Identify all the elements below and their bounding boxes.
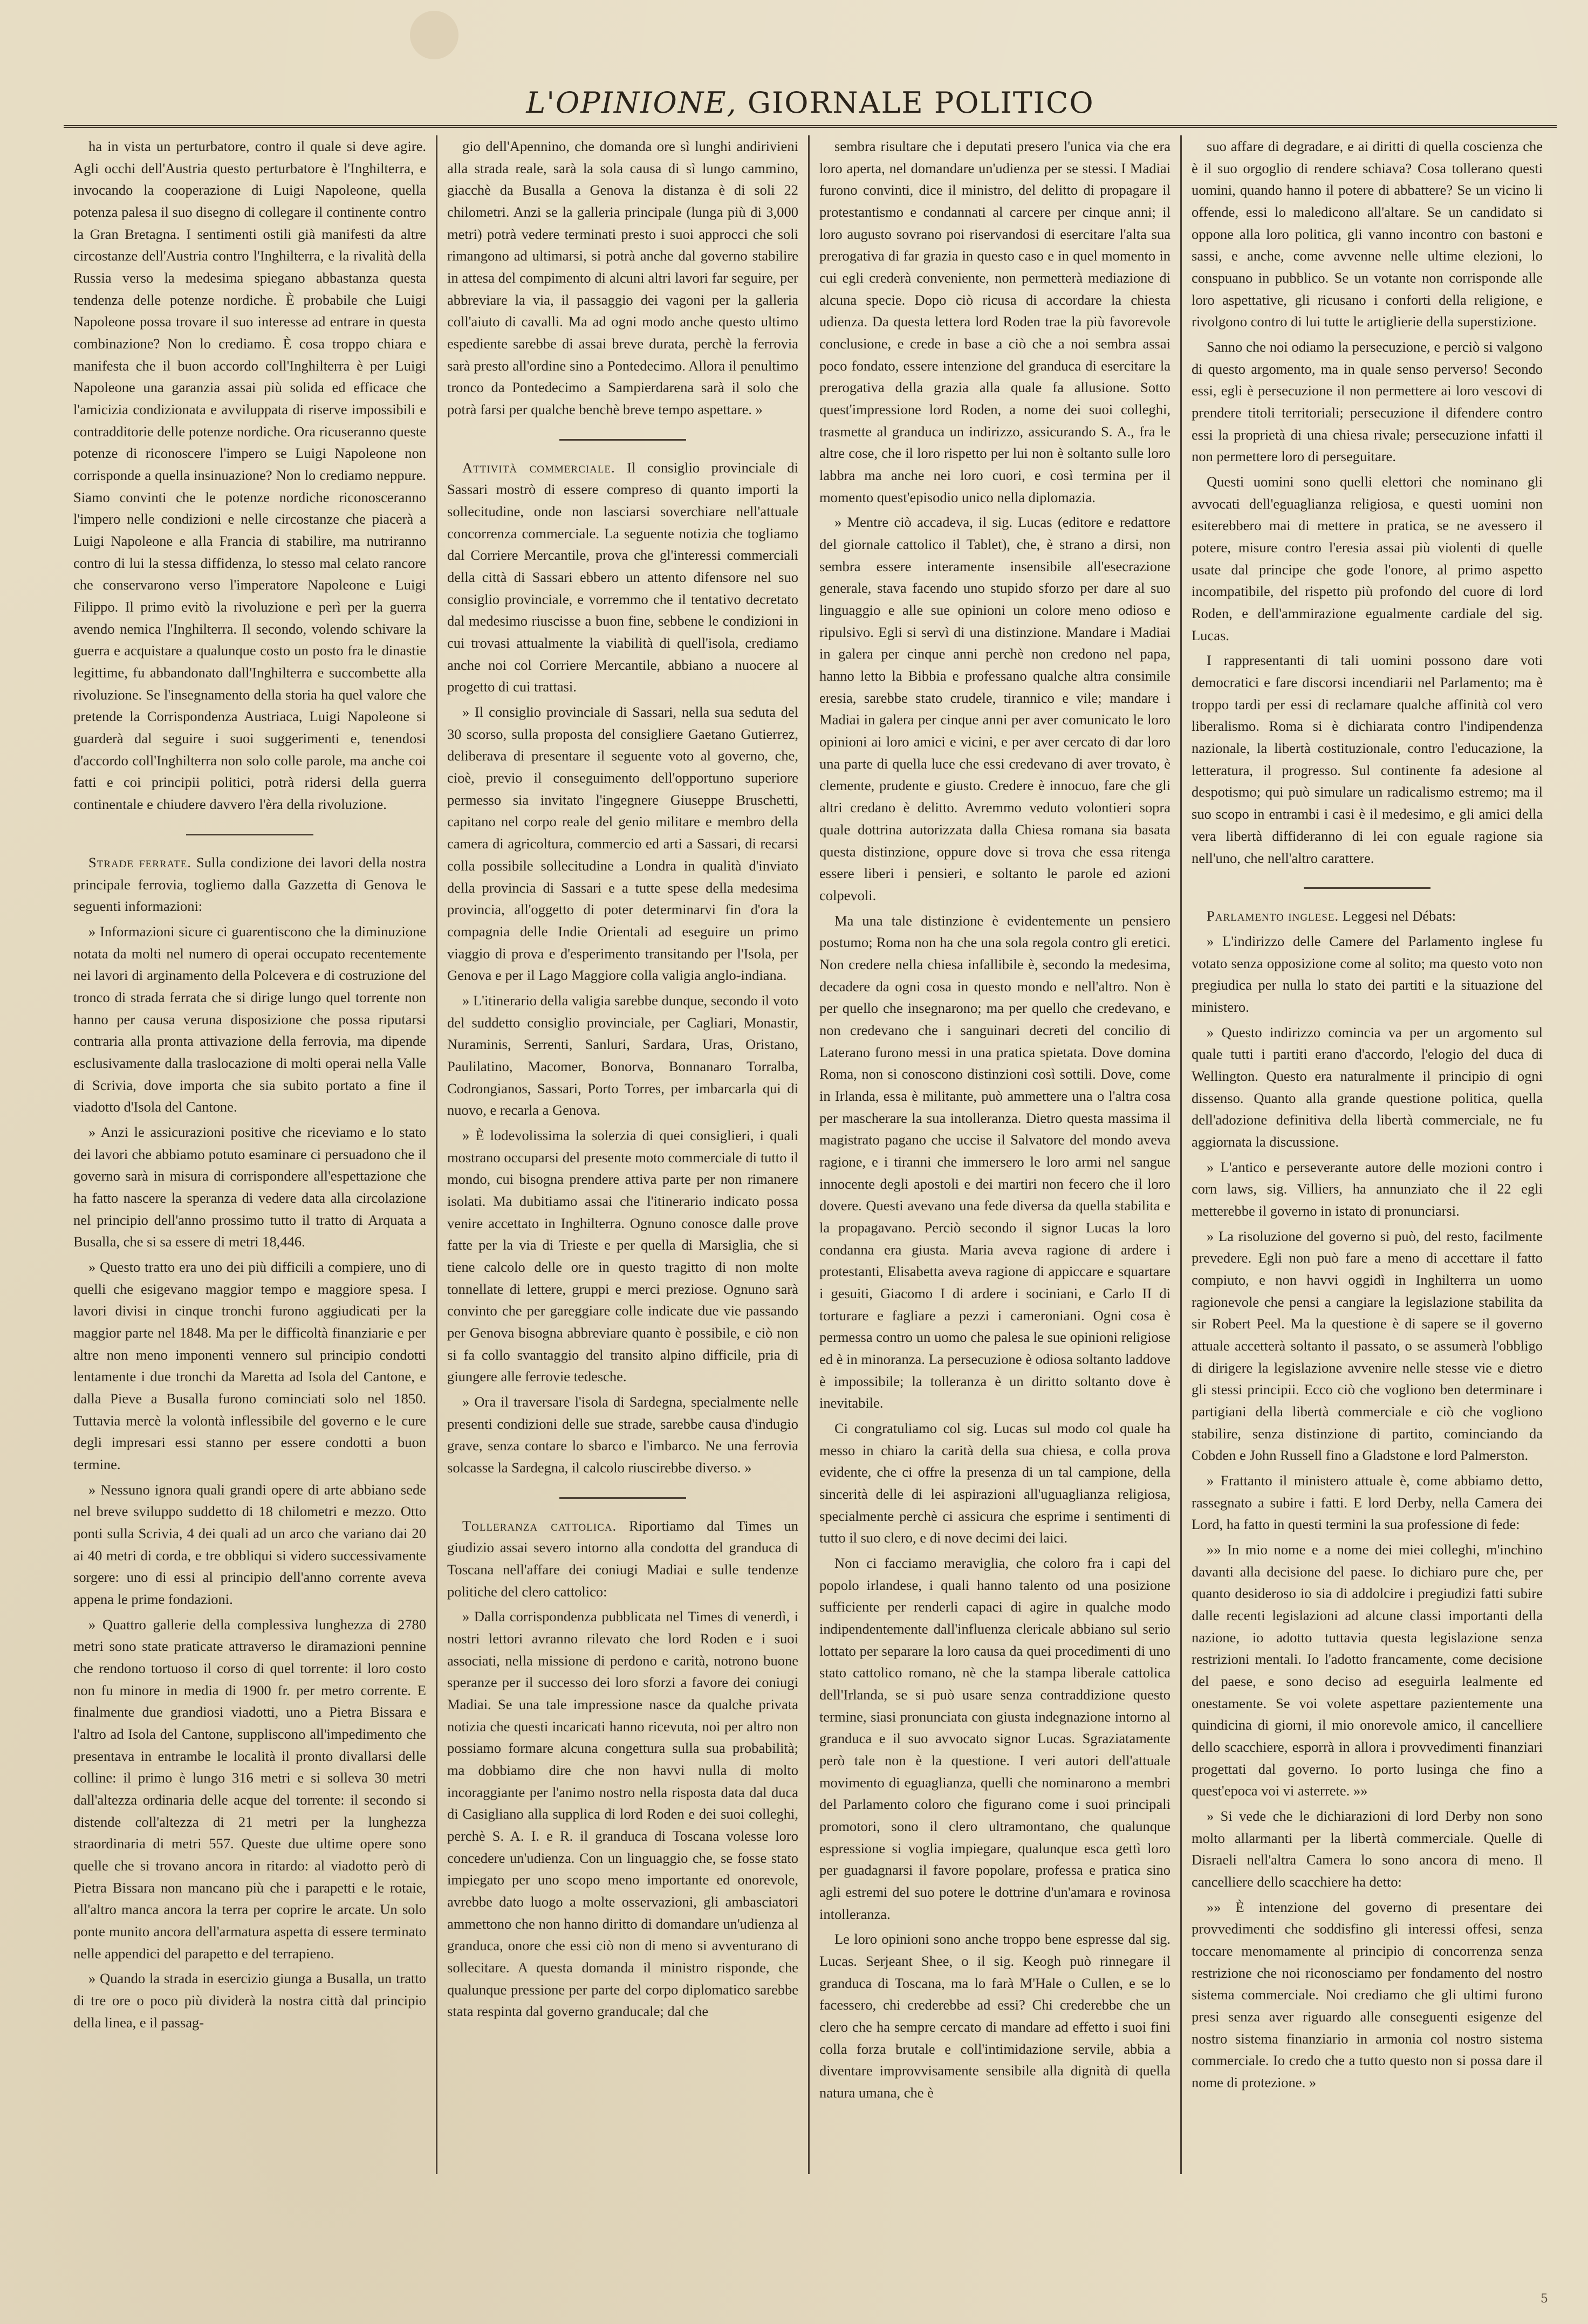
article-paragraph: suo affare di degradare, e ai diritti di quella coscienza che è il suo orgoglio di rendere schiava? Cosa tollerano questi uomini, quando hanno il potere di abbattere? Se un vicino li offende, essi lo maledicono all'altare. Se un candidato si oppone alla loro politica, gli vanno incontro con bastoni e sassi, e anche, come avvenne nelle ultime elezioni, lo conspuano in pubblico. Se un votante non corrisponde alle loro aspettative, gli ricusano i conforti della religione, e rivolgono contro di lui tutte le artiglierie della superstizione. — [1192, 138, 1543, 330]
section-divider — [559, 1497, 686, 1499]
article-paragraph: Ma una tale distinzione è evidentemente un pensiero postumo; Roma non ha che una sola regola contro gli eretici. Non credere nella chiesa infallibile è, secondo la medesima, decadere da ogni cosa in questo mondo e nell'altro. Non è per quello che insegnarono; ma per quello che credevano, e non credevano che i sanguinari decreti del concilio di Laterano furono messi in una pratica spietata. Dove domina Roma, non si conoscono distinzioni così sottili. Dove, come in Irlanda, essa è militante, può ammettere una o l'altra cosa per mascherare la sua intolleranza. Dietro questa massima il magistrato pagano che uccise il Salvatore del mondo aveva ragione, e i tiranni che immersero le loro armi nel sangue innocente degli apostoli e dei martiri non fecero che il loro dovere. Questi avevano una fede diversa da quella stabilita e la propagavano. Perciò secondo il signor Lucas la loro condanna era giusta. Maria aveva ragione di ardere i protestanti, Elisabetta aveva ragione di appiccare e squartare i gesuiti, Giacomo I di ardere i sociniani, e Carlo II di torturare e fagliare a pezzi i cameroniani. Ogni cosa è permessa contro un uomo che palesa le sue opinioni religiose ed è in minoranza. La persecuzione è odiosa soltanto laddove è impossibile; la tolleranza è un diritto soltanto dove è inevitabile. — [819, 912, 1171, 1411]
column-2 — [436, 135, 808, 2174]
section-divider — [559, 439, 686, 441]
article-paragraph: Le loro opinioni sono anche troppo bene espresse dal sig. Lucas. Serjeant Shee, o il sig. Keogh può rinnegare il granduca di Toscana, ma lo farà M'Hale o Cullen, e se lo facessero, chi crederebbe ad essi? Chi crederebbe che un clero che ha sempre cercato di mandare ad effetto i suoi fini colla forza brutale e coll'intimidazione servile, abbia a diventare improvvisamente sensibile alla dignità di quella natura umana, che è — [819, 1931, 1171, 2101]
article-paragraph: »» In mio nome e a nome dei miei colleghi, m'inchino davanti alla decisione del paese. Io dichiaro pure che, per quanto desideroso io sia di addolcire i pregiudizi fatti subire dalle recenti legislazioni ad alcune classi importanti della nazione, io adotto tuttavia questa legislazione senza restrizioni mentali. Io l'adotto francamente, come decisione del paese, e sono deciso ad eseguirla lealmente ed onestamente. Se voi volete aspettare pazientemente una quindicina di giorni, il mio onorevole amico, il cancelliere dello scacchiere, esporrà in allora i provvedimenti finanziari progettati dal governo. Io porto lusinga che fino a quest'epoca voi vi asterrete. »» — [1192, 1541, 1543, 1799]
section-divider — [1304, 887, 1430, 889]
masthead-bar — [64, 70, 1557, 128]
article-paragraph: » L'antico e perseverante autore delle mozioni contro i corn laws, sig. Villiers, ha annunziato che il 22 egli metterebbe il governo in istato di pronunciarsi. — [1192, 1158, 1543, 1219]
article-paragraph: »» È intenzione del governo di presentare dei provvedimenti che soddisfino gli interessi offesi, senza toccare menomamente al principio di concorrenza senza restrizione che noi riconosciamo per fondamento del nostro sistema commerciale. Noi crediamo che gli ultimi furono presi senza aver riguardo alle conseguenti esigenze del nostro sistema finanziario in armonia col nostro sistema commerciale. Io credo che a tutto questo non si possa dare il nome di protezione. » — [1192, 1898, 1543, 2091]
article-text: Il consiglio provinciale di Sassari mostrò di essere compreso di quanto importi la sollecitudine, onde non lasciarsi soverchiare nell'attuale concorrenza commerciale. La seguente notizia che togliamo dal Corriere Mercantile, prova che gl'interessi commerciali della città di Sassari ebbero un attento difensore nel suo consiglio provinciale, e vorremmo che il tentativo decretato dal medesimo riuscisse a buon fine, sebbene le condizioni in cui trovasi attualmente la viabilità di quell'isola, crediamo anche noi col Corriere Mercantile, abbiano a nuocere al progetto di cui trattasi. — [447, 459, 798, 695]
section-divider — [186, 834, 313, 835]
article-paragraph — [73, 852, 426, 917]
article-paragraph: » Nessuno ignora quali grandi opere di arte abbiano sede nel breve sviluppo suddetto di 18 chilometri e mezzo. Otto ponti sulla Scrivia, 4 dei quali ad un arco che variano dai 20 ai 40 metri di corda, e tre obbliqui si videro successivamente sorgere: uno di essi al principio dell'anno corrente aveva appena le prime fondazioni. — [73, 1481, 426, 1607]
article-paragraph: » La risoluzione del governo si può, del resto, facilmente prevedere. Egli non può fare a meno di accettare il fatto compiuto, e non havvi oggidì in Inghilterra un uomo ragionevole che pensi a cangiare la legislazione stabilita da sir Robert Peel. Ma la questione è di sapere se il governo attuale accetterà soltanto il passato, o se assumerà l'obbligo di dirigere la legislazione avvenire nelle stesse vie e dietro gli stessi principii. Ecco ciò che vogliono ben determinare i partigiani della libertà commerciale e ciò che vogliono stabilire, senza distinzione di partito, cominciando da Cobden e John Russell fino a Gladstone e lord Palmerston. — [1192, 1228, 1543, 1464]
article-paragraph: » Dalla corrispondenza pubblicata nel Times di venerdì, i nostri lettori avranno rilevato che lord Roden e i suoi associati, nella missione di perdono e carità, notrono buone speranze per il successo dei loro sforzi a favore dei coniugi Madiai. Se una tale impressione nasce da qualche privata notizia che questi incaricati hanno ricevuta, noi per altro non possiamo formare alcuna congettura sulla sua probabilità; ma dobbiamo dire che non havvi nulla di molto incoraggiante per l'animo nostro nella risposta data dal duca di Casigliano alla supplica di lord Roden e dei suoi colleghi, perchè S. A. I. e R. il granduca di Toscana volesse loro concedere un'udienza. Con un linguaggio che, se fosse stato impiegato per uno scopo meno importante ed onorevole, avrebbe dato luogo a molte osservazioni, gli ambasciatori ammettono che non hanno diritto di domandare un'udienza al granduca, onore che essi ciò non di meno si avventurano di sollecitare. A questa domanda il ministro risponde, che qualunque pressione per parte del corpo diplomatico sarebbe stata respinta dal governo granducale; dal che — [447, 1608, 798, 2020]
paper-stain — [410, 11, 458, 59]
section-heading: Parlamento inglese. — [1207, 908, 1339, 924]
article-paragraph: Sanno che noi odiamo la persecuzione, e perciò si valgono di questo argomento, ma in quale senso perverso! Secondo essi, egli è persecuzione il non permettere ai loro vescovi di prendere titoli territoriali; persecuzione il difendere contro essi la proprietà di una chiesa rivale; persecuzione infatti il non permettere loro di perseguitare. — [1192, 339, 1543, 465]
article-paragraph: » Questo tratto era uno dei più difficili a compiere, uno di quelli che esigevano maggior tempo e maggiore spesa. I lavori divisi in cinque tronchi furono aggiudicati per la maggior parte nel 1848. Ma per le difficoltà finanziarie e per altre non meno imponenti vennero sul principio condotti lentamente i due tronchi da Maretta ad Isola del Cantone, e dalla Pieve a Busalla furono cominciati solo nel 1850. Tuttavia mercè la volontà inflessibile del governo e le cure degli impresari essi stanno per essere condotti a buon termine. — [73, 1258, 426, 1472]
article-paragraph — [1192, 905, 1543, 927]
article-paragraph: » Informazioni sicure ci guarentiscono che la diminuzione notata da molti nel numero di operai occupato recentemente nei lavori di arginamento della Polcevera e di costruzione del tronco di strada ferrata che si dirige lungo quel torrente non hanno per causa veruna disposizione che possa riputarsi contraria alla pronta attivazione della ferrovia, ma dipende esclusivamente dalla traslocazione di molti operai nella Valle di Scrivia, dove importa che sia subito portato a fine il viadotto d'Isola del Cantone. — [73, 923, 426, 1115]
section-heading: Tolleranza cattolica. — [462, 1517, 617, 1534]
article-paragraph: I rappresentanti di tali uomini possono dare voti democratici e fare discorsi incendiarii nel Parlamento; ma è troppo tardi per essi di reclamare qualche affinità col vero liberalismo. Roma si è dichiarata contro l'indipendenza nazionale, la libertà costituzionale, contro l'educazione, la letteratura, il progresso. Sul continente fa adesione al despotismo; qui può simulare un radicalismo estremo; ma il suo scopo in entrambi i casi è il medesimo, e gli amici della vera libertà diffideranno di lei con eguale ragione sia nell'uno, che nell'altro carattere. — [1192, 652, 1543, 866]
article-paragraph: » Mentre ciò accadeva, il sig. Lucas (editore e redattore del giornale cattolico il Tablet), che, è strano a dirsi, non sembra essere interamente insensibile all'esecrazione generale, stava facendo uno stupido sforzo per dare al suo linguaggio e alle sue opinioni un colore meno odioso e ripulsivo. Egli si servì di una distinzione. Mandare i Madiai in galera per cinque anni perchè non credono nel papa, hanno letto la Bibbia e professano qualche altra consimile eresia, sarebbe stato crudele, tirannico e vile; mandare i Madiai in galera per cinque anni per aver comunicato le loro opinioni ai loro amici e vicini, e per aver cercato di dar loro una parte di quella luce che essi credevano di aver trovato, è clemente, prudente e giusto. Credere è innocuo, fare che gli altri credano è delitto. Avremmo veduto volontieri sopra quale dottrina autorizzata dalla Chiesa romana sia basata questa distinzione, oppure dove si trova che essa ritenga essere liberi i pensieri, e soltanto le parole ed azioni colpevoli. — [819, 514, 1171, 903]
article-text: Sulla condizione dei lavori della nostra principale ferrovia, togliemo dalla Gazzetta di Genova le seguenti informazioni: — [73, 854, 427, 915]
newspaper-subtitle: GIORNALE POLITICO — [747, 86, 1094, 120]
article-paragraph: » Quattro gallerie della complessiva lunghezza di 2780 metri sono state praticate attraverso le diramazioni pennine che rendono tortuoso il corso di quel torrente: il loro costo non fu minore in media di 1900 fr. per metro corrente. E finalmente due grandiosi viadotti, uno a Pietra Bissara e l'altro ad Isola del Cantone, suppliscono all'impedimento che presentava in entrambe le località il pronto divallarsi delle colline: il primo è lungo 316 metri e si solleva 30 metri dall'altezza ordinaria delle acque del torrente: il secondo si distende coll'altezza di 21 metri per la lunghezza straordinaria di metri 557. Queste due ultime opere sono quelle che si trovano ancora in ritardo: al viadotto però di Pietra Bissara non mancano più che i parapetti e le rotaie, all'altro manca ancora la terra per coprire le arcate. Un solo ponte munito ancora dell'armatura aspetta di essere terminato nelle appendici del parapetto e del terrapieno. — [73, 1616, 426, 1962]
section-heading: Attività commerciale. — [462, 459, 615, 476]
article-paragraph: gio dell'Apennino, che domanda ore sì lunghi andirivieni alla strada reale, sarà la sola causa di sì lungo cammino, giacchè da Busalla a Genova la distanza è di soli 22 chilometri. Anzi se la galleria principale (lunga più di 3,000 metri) potrà vedere terminati presto i suoi approcci che soli rimangono ad ultimarsi, si potrà anche dal governo stabilire in attesa del compimento di alcuni altri lavori far seguire, per abbreviare la via, il passaggio dei vagoni per la galleria coll'aiuto di cavalli. Ma ad ogni modo anche questo ultimo espediente sarebbe di assai breve durata, perchè la ferrovia sarà presto all'ordine sino a Pontedecimo. Allora il penultimo tronco da Pontedecimo a Sampierdarena sarà il solo che potrà farsi per qualche benchè breve tempo aspettare. » — [447, 138, 798, 418]
article-paragraph: » Si vede che le dichiarazioni di lord Derby non sono molto allarmanti per la libertà commerciale. Quelle di Disraeli nell'altra Camera lo sono ancora di meno. Il cancelliere dello scacchiere ha detto: — [1192, 1808, 1543, 1890]
corner-mark: 5 — [1541, 2292, 1548, 2306]
newspaper-title — [128, 86, 1492, 120]
article-paragraph: » Frattanto il ministero attuale è, come abbiamo detto, rassegnato a subire i fatti. E lord Derby, nella Camera dei Lord, ha fatto in questi termini la sua professione di fede: — [1192, 1472, 1543, 1533]
article-paragraph: sembra risultare che i deputati presero l'unica via che era loro aperta, nel domandare un'udienza per se stessi. I Madiai furono convinti, dice il ministro, del delitto di propagare il protestantismo e condannati al carcere per cinque anni; il loro augusto sovrano poi riservandosi di esercitare l'alta sua prerogativa di far grazia in questo caso e in quel momento in cui egli crederà conveniente, non permetterà mediazione di alcuna specie. Dopo ciò ricusa di accordare la chiesta udienza. Da questa lettera lord Roden trae la più favorevole conclusione, e crede in base a ciò che a noi sembra assai poco fondato, essere intenzione del granduca di esercitare la prerogativa della grazia alla quale fa allusione. Sotto quest'impressione lord Roden, a nome dei suoi colleghi, trasmette al granduca un indirizzo, assicurando S. A., fra le altre cose, che il loro rispetto per lui non è soltanto sulle loro labbra ma anche nei loro cuori, e così termina per il momento quest'episodio unico nella diplomazia. — [819, 138, 1171, 505]
column-4 — [1180, 135, 1552, 2174]
article-paragraph: » Quando la strada in esercizio giunga a Busalla, un tratto di tre ore o poco più dividerà la nostra città dal principio della linea, e il passag- — [73, 1970, 426, 2031]
article-paragraph: » Questo indirizzo comincia va per un argomento sul quale tutti i partiti erano d'accordo, l'elogio del duca di Wellington. Questo era naturalmente il principio di ogni dissenso. Quanto alla grande questione politica, quella dell'adozione definitiva della libertà commerciale, ne fu aggiornata la discussione. — [1192, 1024, 1543, 1150]
article-paragraph: Non ci facciamo meraviglia, che coloro fra i capi del popolo irlandese, i quali hanno talento od una posizione sufficiente per renderli capaci di agire in qualche modo indipendentemente dall'influenza clericale abbiano sul serio lottato per separare la loro causa da quei procedimenti di uno stato cattolico romano, nè che la stampa liberale cattolica dell'Irlanda, se si può usare senza contraddizione questo termine, siasi pronunciata con giusta indegnazione intorno al granduca e il suo avvocato signor Lucas. Sgraziatamente però tale non è la questione. I veri autori dell'attuale movimento di eguaglianza, quelli che nominarono a membri del Parlamento coloro che figurano come i suoi principali promotori, sono il clero ultramontano, che qualunque espressione si voglia impiegare, qualunque esca gettì loro per guadagnarsi il favore popolare, professa e pratica sino agli estremi del suo potere le dottrine d'un'amara e rovinosa intolleranza. — [819, 1555, 1171, 1922]
article-paragraph: » L'itinerario della valigia sarebbe dunque, secondo il voto del suddetto consiglio provinciale, per Cagliari, Monastir, Nuraminis, Serrenti, Sanluri, Sardara, Uras, Oristano, Paulilatino, Macomer, Bonorva, Bonnanaro Torralba, Codrongianos, Sassari, Porto Torres, per imbarcarla qui di nuovo, e recarla a Genova. — [447, 992, 798, 1119]
article-paragraph: » Ora il traversare l'isola di Sardegna, specialmente nelle presenti condizioni delle sue strade, sarebbe causa d'indugio grave, senza contare lo sbarco e l'imbarco. Ne una ferrovia solcasse la Sardegna, il calcolo riuscirebbe diverso. » — [447, 1393, 798, 1476]
article-paragraph: » È lodevolissima la solerzia di quei consiglieri, i quali mostrano occuparsi del presente moto commerciale di tutto il mondo, cui bisogna prendere attiva parte per non rimanere isolati. Ma dubitiamo assai che l'itinerario indicato possa venire accettato in Inghilterra. Ognuno conosce dalle prove fatte per la via di Trieste e per quella di Marsiglia, che si tiene calcolo delle ore in questo tragitto di non molte tonnellate di lettere, gruppi e merci preziose. Ognuno sarà convinto che per gareggiare colle indicate due vie passando per Genova bisogna abbreviare quanto è possibile, e ciò non si fa collo svantaggio del transito alpino difficile, pria di giungere alle ferrovie tedesche. — [447, 1127, 798, 1385]
article-paragraph: Questi uomini sono quelli elettori che nominano gli avvocati dell'eguaglianza religiosa, e questi uomini non esiterebbero mai di mettere in pratica, se ne avessero il potere, misure contro l'eresia assai più violenti di quelle usate dal principe che gode l'onore, al primo aspetto incompatibile, del rispetto più profondo del cuore di lord Roden, e dell'ammirazione egualmente cardiale del sig. Lucas. — [1192, 474, 1543, 643]
column-1 — [64, 135, 436, 2174]
article-paragraph: Ci congratuliamo col sig. Lucas sul modo col quale ha messo in chiaro la carità della sua chiesa, e colla prova evidente, che ci offre la presenza di un tal campione, della sincerità delle di lei aspirazioni all'uguaglianza religiosa, specialmente perchè ci assicura che esprime i sentimenti di tutto il suo clero, e di nove decimi dei laici. — [819, 1420, 1171, 1546]
article-paragraph: » Il consiglio provinciale di Sassari, nella sua seduta del 30 scorso, sulla proposta del consigliere Gaetano Gutierrez, deliberava di presentare il seguente voto al governo, che, cioè, previo il conseguimento dell'opportuno superiore permesso sia invitato l'ingegnere Giuseppe Bruschetti, capitano nel corpo reale del genio militare e membro della camera di agricoltura, commercio ed arti a Sassari, di recarsi colla possibile sollecitudine a Londra in qualità d'inviato della provincia di Sassari e a tutte spese della medesima provincia, all'oggetto di poter determinarvi fin d'ora la compagnia delle Indie Orientali ad eseguire un primo viaggio di prova e d'esperimento transitando per l'Isola, per Genova e per il Lago Maggiore colla valigia anglo-indiana. — [447, 704, 798, 984]
article-paragraph: ha in vista un perturbatore, contro il quale si deve agire. Agli occhi dell'Austria questo perturbatore è l'Inghilterra, e invocando la cooperazione di Luigi Napoleone, quella potenza palesa il suo disegno di collegare il continente contro la Gran Bretagna. I sentimenti ostili già manifesti da altre circostanze dell'Austria contro l'Inghilterra, e la rivalità della Russia verso la medesima spiegano abbastanza questa tendenza delle potenze nordiche. È probabile che Luigi Napoleone possa trovare il suo interesse ad entrare in questa combinazione? Non lo crediamo. È cosa troppo chiara e manifesta che il buon accordo coll'Inghilterra è per Luigi Napoleone una garanzia assai più solida ed efficace che l'amicizia condizionata e avviluppata di riserve impossibili e contradditorie delle potenze nordiche. Ora ricuseranno queste potenze di riconoscere l'impero se Luigi Napoleone non corrisponde a quella insinuazione? Non lo crediamo neppure. Siamo convinti che le potenze nordiche riconosceranno l'impero nelle condizioni e nelle circostanze che piacerà a Luigi Napoleone e alla Francia di stabilire, ma nutriranno contro di lui la stessa diffidenza, lo stesso mal celato rancore che conservarono verso l'imperatore Napoleone e Luigi Filippo. Il primo evitò la rivoluzione e perì per la guerra avendo nemica l'Inghilterra. Il secondo, volendo schivare la guerra e acquistare a qualunque costo un posto fra le dinastie legittime, fu abbandonato dall'Inghilterra e succombette alla rivoluzione. Se l'insegnamento della storia ha quel valore che pretende la Corrispondenza Austriaca, Luigi Napoleone si guarderà dal seguire i suoi suggerimenti e, tenendosi d'accordo coll'Inghilterra non solo colle parole, ma anche coi fatti e coi principii politici, potrà ridersi della guerra continentale e chiudere davvero l'èra della rivoluzione. — [73, 138, 426, 813]
article-paragraph — [447, 1515, 798, 1603]
column-3 — [808, 135, 1180, 2174]
section-heading: Strade ferrate. — [88, 854, 192, 870]
article-paragraph: » Anzi le assicurazioni positive che riceviamo e lo stato dei lavori che abbiamo potuto esaminare ci persuadono che il governo sarà in misura di corrispondere all'espettazione che ha fatto nascere la speranza di vedere data alla circolazione nel principio dell'anno prossimo tutto il tratto di Arquata a Busalla, che si sa essere di metri 18,446. — [73, 1123, 426, 1250]
article-columns — [64, 135, 1557, 2174]
newspaper-name: L'OPINIONE, — [526, 86, 737, 120]
article-text: Leggesi nel Débats: — [1342, 908, 1456, 924]
article-paragraph: » L'indirizzo delle Camere del Parlamento inglese fu votato senza opposizione come al solito; ma questo voto non pregiudica per nulla lo stato dei partiti e la situazione del ministero. — [1192, 933, 1543, 1015]
article-paragraph — [447, 457, 798, 698]
article-text: Riportiamo dal Times un giudizio assai severo intorno alla condotta del granduca di Toscana nell'affare dei coniugi Madiai e sulle tendenze politiche del clero cattolico: — [447, 1517, 799, 1600]
